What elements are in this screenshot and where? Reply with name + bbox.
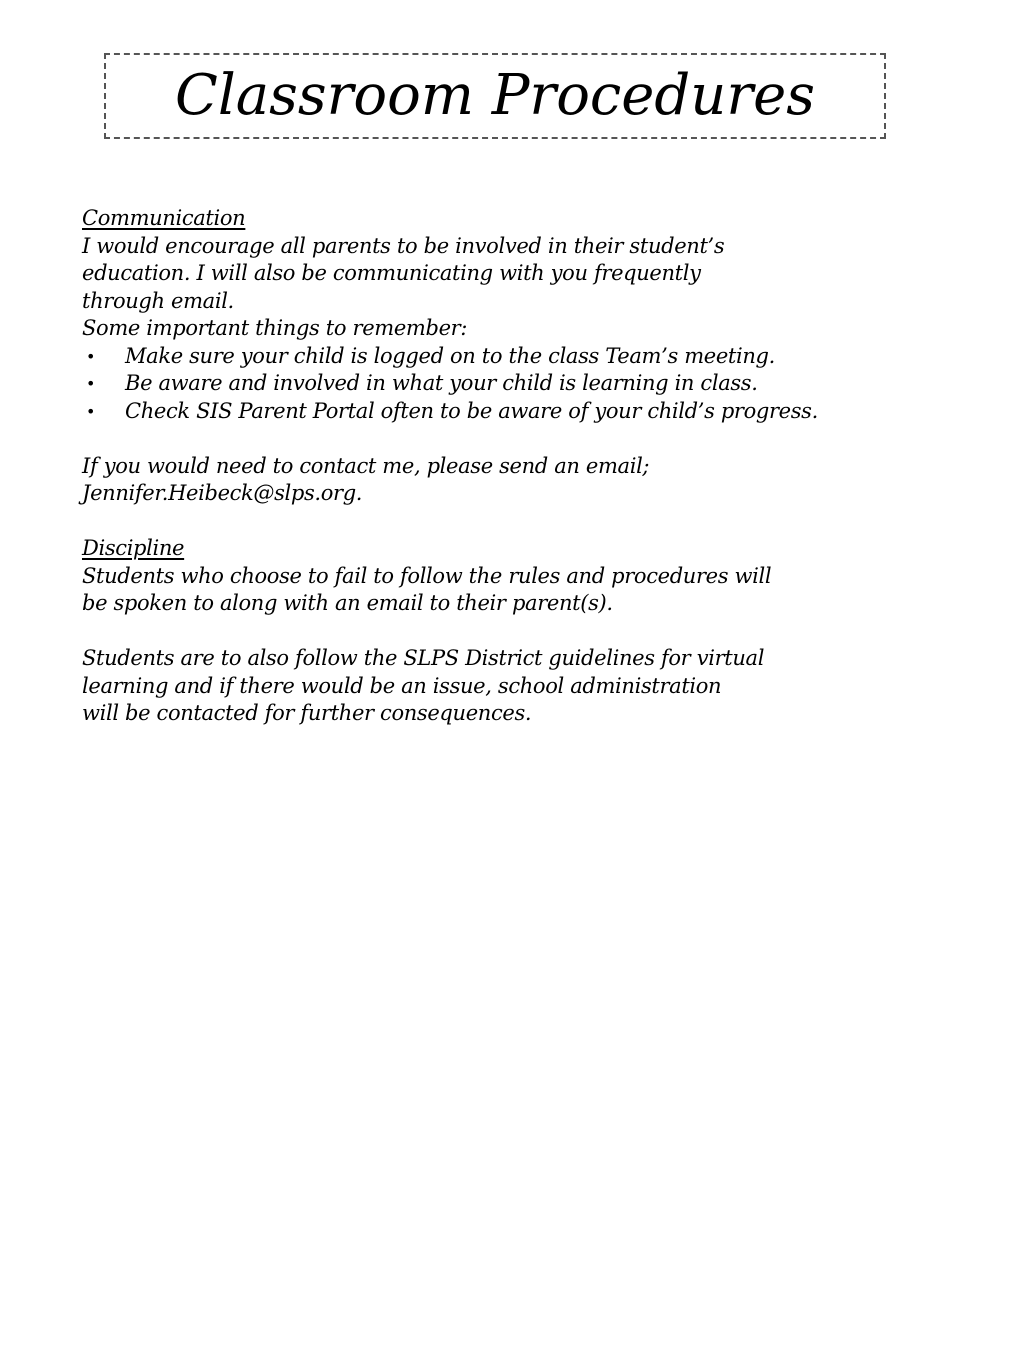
- list-item-text: Check SIS Parent Portal often to be aware of your child’s progress.: [125, 398, 818, 423]
- communication-heading: Communication: [82, 206, 246, 230]
- spacer: [82, 508, 962, 536]
- communication-paragraph-line-1: I would encourage all parents to be involved in their student’s: [82, 233, 725, 258]
- discipline-paragraph-2-line-1: Students are to also follow the SLPS District guidelines for virtual: [82, 646, 765, 670]
- bullet-dot-icon: •: [86, 346, 96, 366]
- contact-email: Jennifer.Heibeck@slps.org.: [82, 481, 363, 505]
- page-title: Classroom Procedures: [175, 63, 815, 128]
- title-box: [104, 53, 886, 139]
- reminders-list: [82, 343, 962, 426]
- discipline-paragraph-2-line-3: will be contacted for further consequences.: [82, 701, 532, 725]
- list-item: [82, 398, 962, 426]
- discipline-paragraph-2-line-2: learning and if there would be an issue, school administration: [82, 673, 722, 698]
- list-item: [82, 343, 962, 371]
- list-item: [82, 370, 962, 398]
- communication-paragraph-line-3: through email.: [82, 288, 234, 313]
- bullet-dot-icon: •: [86, 374, 96, 393]
- list-item-text: Make sure your child is logged on to the class Team’s meeting.: [125, 343, 775, 368]
- spacer: [82, 618, 962, 646]
- bullet-dot-icon: •: [86, 401, 96, 421]
- list-item-text: Be aware and involved in what your child is learning in class.: [125, 371, 758, 395]
- communication-paragraph-line-2: education. I will also be communicating with you frequently: [82, 261, 701, 285]
- reminders-intro: Some important things to remember:: [82, 316, 468, 340]
- spacer: [82, 425, 962, 453]
- discipline-paragraph-1-line-2: be spoken to along with an email to their parent(s).: [82, 591, 613, 615]
- discipline-heading: Discipline: [82, 536, 185, 560]
- contact-line-1: If you would need to contact me, please send an email;: [82, 453, 650, 478]
- discipline-paragraph-1-line-1: Students who choose to fail to follow the rules and procedures will: [82, 563, 772, 588]
- document-body: [82, 205, 962, 728]
